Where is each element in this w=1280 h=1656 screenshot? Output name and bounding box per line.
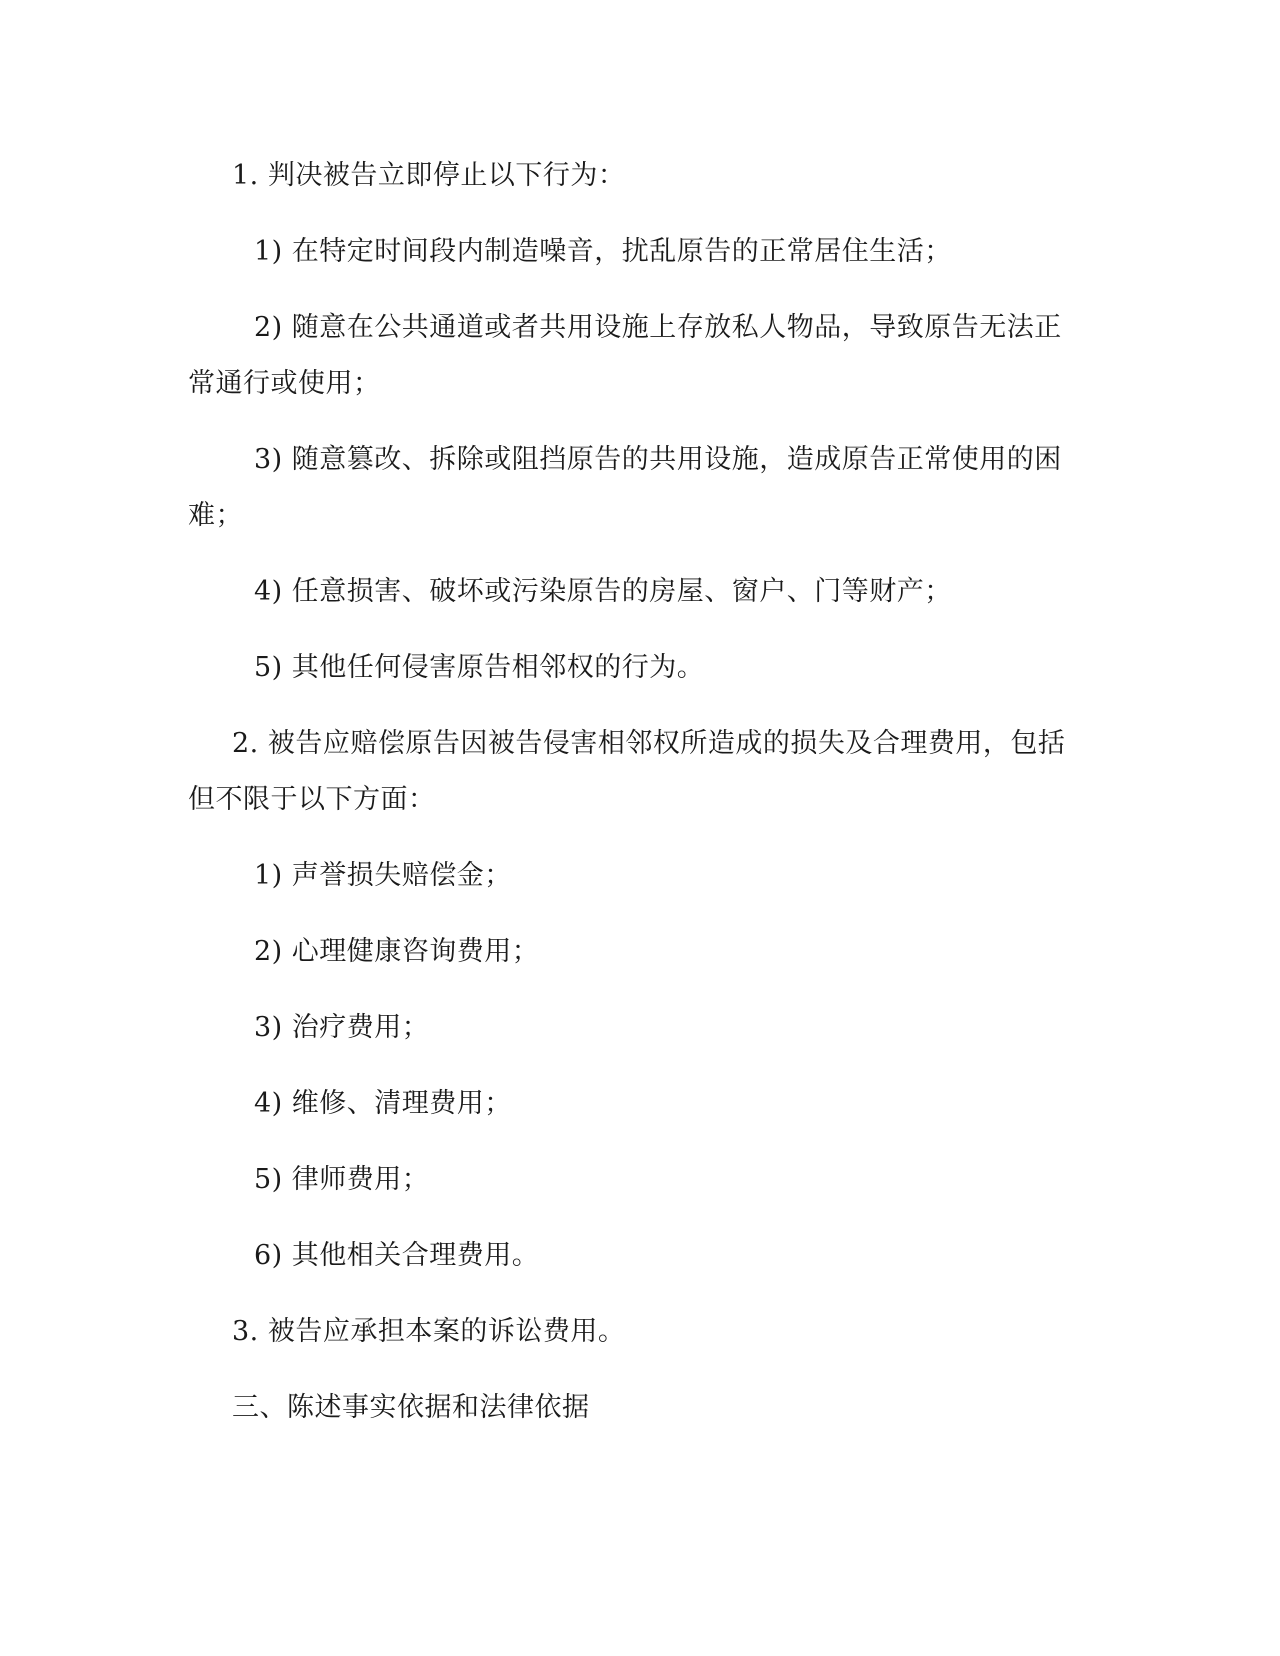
- paragraph-request-2-item-3: 3) 治疗费用；: [254, 1012, 430, 1043]
- paragraph-request-2-item-5: 5) 律师费用；: [254, 1164, 430, 1195]
- section-heading-facts-and-law: 三、陈述事实依据和法律依据: [232, 1392, 590, 1423]
- paragraph-request-2: 2. 被告应赔偿原告因被告侵害相邻权所造成的损失及合理费用，包括但不限于以下方面：: [188, 728, 1066, 815]
- paragraph-request-2-item-2: 2) 心理健康咨询费用；: [254, 936, 540, 967]
- paragraph-request-1: 1. 判决被告立即停止以下行为：: [232, 160, 626, 191]
- paragraph-request-2-item-1: 1) 声誉损失赔偿金；: [254, 860, 512, 891]
- paragraph-request-1-item-4: 4) 任意损害、破坏或污染原告的房屋、窗户、门等财产；: [254, 576, 952, 607]
- paragraph-request-3: 3. 被告应承担本案的诉讼费用。: [232, 1316, 626, 1347]
- paragraph-request-1-item-2: 2) 随意在公共通道或者共用设施上存放私人物品，导致原告无法正常通行或使用；: [188, 312, 1062, 399]
- paragraph-request-2-item-4: 4) 维修、清理费用；: [254, 1088, 512, 1119]
- paragraph-request-1-item-3: 3) 随意篡改、拆除或阻挡原告的共用设施，造成原告正常使用的困难；: [188, 444, 1062, 531]
- paragraph-request-1-item-5: 5) 其他任何侵害原告相邻权的行为。: [254, 652, 705, 683]
- document-body: [188, 148, 1078, 1456]
- paragraph-request-2-item-6: 6) 其他相关合理费用。: [254, 1240, 540, 1271]
- paragraph-request-1-item-1: 1) 在特定时间段内制造噪音，扰乱原告的正常居住生活；: [254, 236, 952, 267]
